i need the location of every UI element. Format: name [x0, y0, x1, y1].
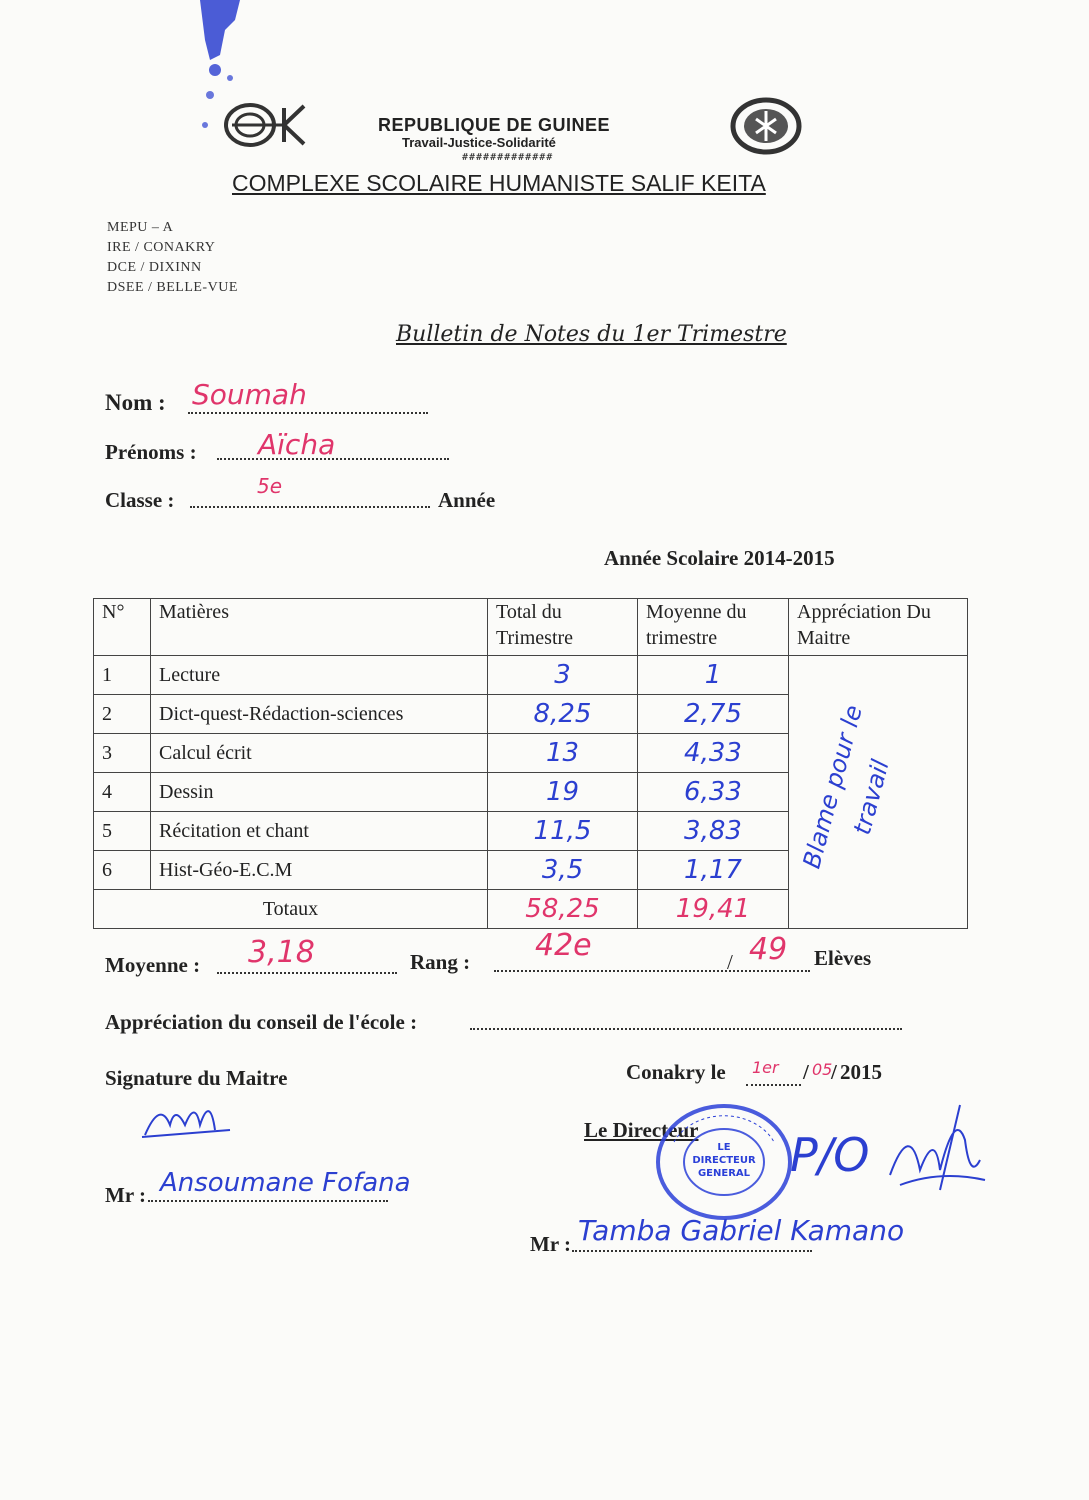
- school-name: COMPLEXE SCOLAIRE HUMANISTE SALIF KEITA: [232, 170, 766, 196]
- row-subject: Calcul écrit: [151, 734, 488, 773]
- row-average: 4,33: [638, 734, 789, 773]
- eleves-label: Elèves: [814, 946, 872, 970]
- row-number: 5: [94, 812, 151, 851]
- col-header-average: Moyenne du trimestre: [638, 599, 789, 656]
- school-stamp: [654, 1102, 794, 1222]
- admin-line: MEPU – A: [107, 220, 174, 235]
- row-total: 13: [488, 734, 638, 773]
- row-subject: Récitation et chant: [151, 812, 488, 851]
- rang-value: 42e: [535, 928, 592, 963]
- svg-text:GENERAL: GENERAL: [697, 1168, 751, 1179]
- bulletin-title: Bulletin de Notes du 1er Trimestre: [396, 322, 787, 347]
- row-average: 2,75: [638, 695, 789, 734]
- country-motto: Travail-Justice-Solidarité: [402, 135, 556, 150]
- nom-label: Nom :: [105, 390, 166, 415]
- row-subject: Lecture: [151, 656, 488, 695]
- appreciation-text: Blame pour le travail: [797, 702, 895, 872]
- admin-line: IRE / CONAKRY: [107, 240, 216, 255]
- row-number: 1: [94, 656, 151, 695]
- row-average: 1: [638, 656, 789, 695]
- row-subject: Dict-quest-Rédaction-sciences: [151, 695, 488, 734]
- totals-average: 19,41: [638, 890, 789, 929]
- row-subject: Dessin: [151, 773, 488, 812]
- rang-label: Rang :: [410, 950, 471, 974]
- col-header-total: Total du Trimestre: [488, 599, 638, 656]
- directeur-mr-label: Mr :: [530, 1232, 572, 1256]
- admin-block: [107, 218, 238, 298]
- conseil-dotted-line: [470, 1028, 902, 1030]
- rang-separator: /: [727, 950, 733, 974]
- col-header-no: N°: [94, 599, 151, 656]
- moyenne-dotted-line: [217, 972, 397, 974]
- row-subject: Hist-Géo-E.C.M: [151, 851, 488, 890]
- date-sep-2: /: [831, 1060, 837, 1084]
- admin-line: DSEE / BELLE-VUE: [107, 280, 238, 295]
- directeur-signature: [880, 1100, 990, 1200]
- conseil-label: Appréciation du conseil de l'école :: [105, 1010, 418, 1034]
- classe-label: Classe :: [105, 488, 175, 512]
- po-mark: P/O: [790, 1128, 870, 1182]
- school-logo: [222, 100, 312, 150]
- col-header-subject: Matières: [151, 599, 488, 656]
- rang-dotted-line: [494, 970, 810, 972]
- moyenne-value: 3,18: [248, 935, 315, 970]
- directeur-dotted-line: [572, 1250, 812, 1252]
- header-separator: #############: [462, 152, 554, 163]
- svg-text:LE: LE: [717, 1142, 731, 1153]
- maitre-name: Ansoumane Fofana: [160, 1168, 411, 1198]
- date-month: 05: [812, 1060, 833, 1079]
- row-total: 3: [488, 656, 638, 695]
- directeur-name: Tamba Gabriel Kamano: [578, 1214, 905, 1247]
- date-year: 2015: [840, 1060, 882, 1084]
- moyenne-label: Moyenne :: [105, 953, 201, 977]
- admin-line: DCE / DIXINN: [107, 260, 202, 275]
- directeur-label: Le Directeur: [584, 1118, 699, 1142]
- maitre-signature-label: Signature du Maitre: [105, 1066, 288, 1090]
- school-logo-icon: [222, 100, 312, 150]
- nom-dotted-line: [188, 412, 428, 414]
- row-number: 4: [94, 773, 151, 812]
- table-header-row: [94, 599, 968, 656]
- appreciation-cell: [789, 656, 968, 929]
- totals-label: Totaux: [94, 890, 488, 929]
- classe-value: 5e: [257, 474, 283, 498]
- nom-value: Soumah: [192, 378, 307, 411]
- annee-label: Année: [438, 488, 496, 512]
- row-total: 11,5: [488, 812, 638, 851]
- col-header-appreciation: Appréciation Du Maitre: [789, 599, 968, 656]
- row-average: 1,17: [638, 851, 789, 890]
- guinea-emblem-icon: [730, 97, 802, 155]
- row-average: 3,83: [638, 812, 789, 851]
- row-number: 2: [94, 695, 151, 734]
- school-year: Année Scolaire 2014-2015: [604, 546, 835, 570]
- country-name: REPUBLIQUE DE GUINEE: [378, 115, 611, 135]
- row-number: 6: [94, 851, 151, 890]
- svg-text:DIRECTEUR: DIRECTEUR: [692, 1155, 756, 1166]
- row-total: 8,25: [488, 695, 638, 734]
- row-total: 19: [488, 773, 638, 812]
- date-day: 1er: [752, 1058, 779, 1077]
- date-sep-1: /: [803, 1060, 809, 1084]
- maitre-mr-label: Mr :: [105, 1183, 147, 1207]
- maitre-dotted-line: [148, 1200, 388, 1202]
- row-average: 6,33: [638, 773, 789, 812]
- prenoms-value: Aïcha: [258, 428, 336, 461]
- grades-table: [93, 598, 968, 929]
- maitre-signature: [140, 1095, 240, 1145]
- classe-dotted-line: [190, 506, 430, 508]
- prenoms-label: Prénoms :: [105, 440, 197, 464]
- row-total: 3,5: [488, 851, 638, 890]
- totals-total: 58,25: [488, 890, 638, 929]
- table-row: [94, 656, 968, 695]
- row-number: 3: [94, 734, 151, 773]
- effectif-value: 49: [749, 932, 788, 967]
- date-prefix: Conakry le: [626, 1060, 726, 1084]
